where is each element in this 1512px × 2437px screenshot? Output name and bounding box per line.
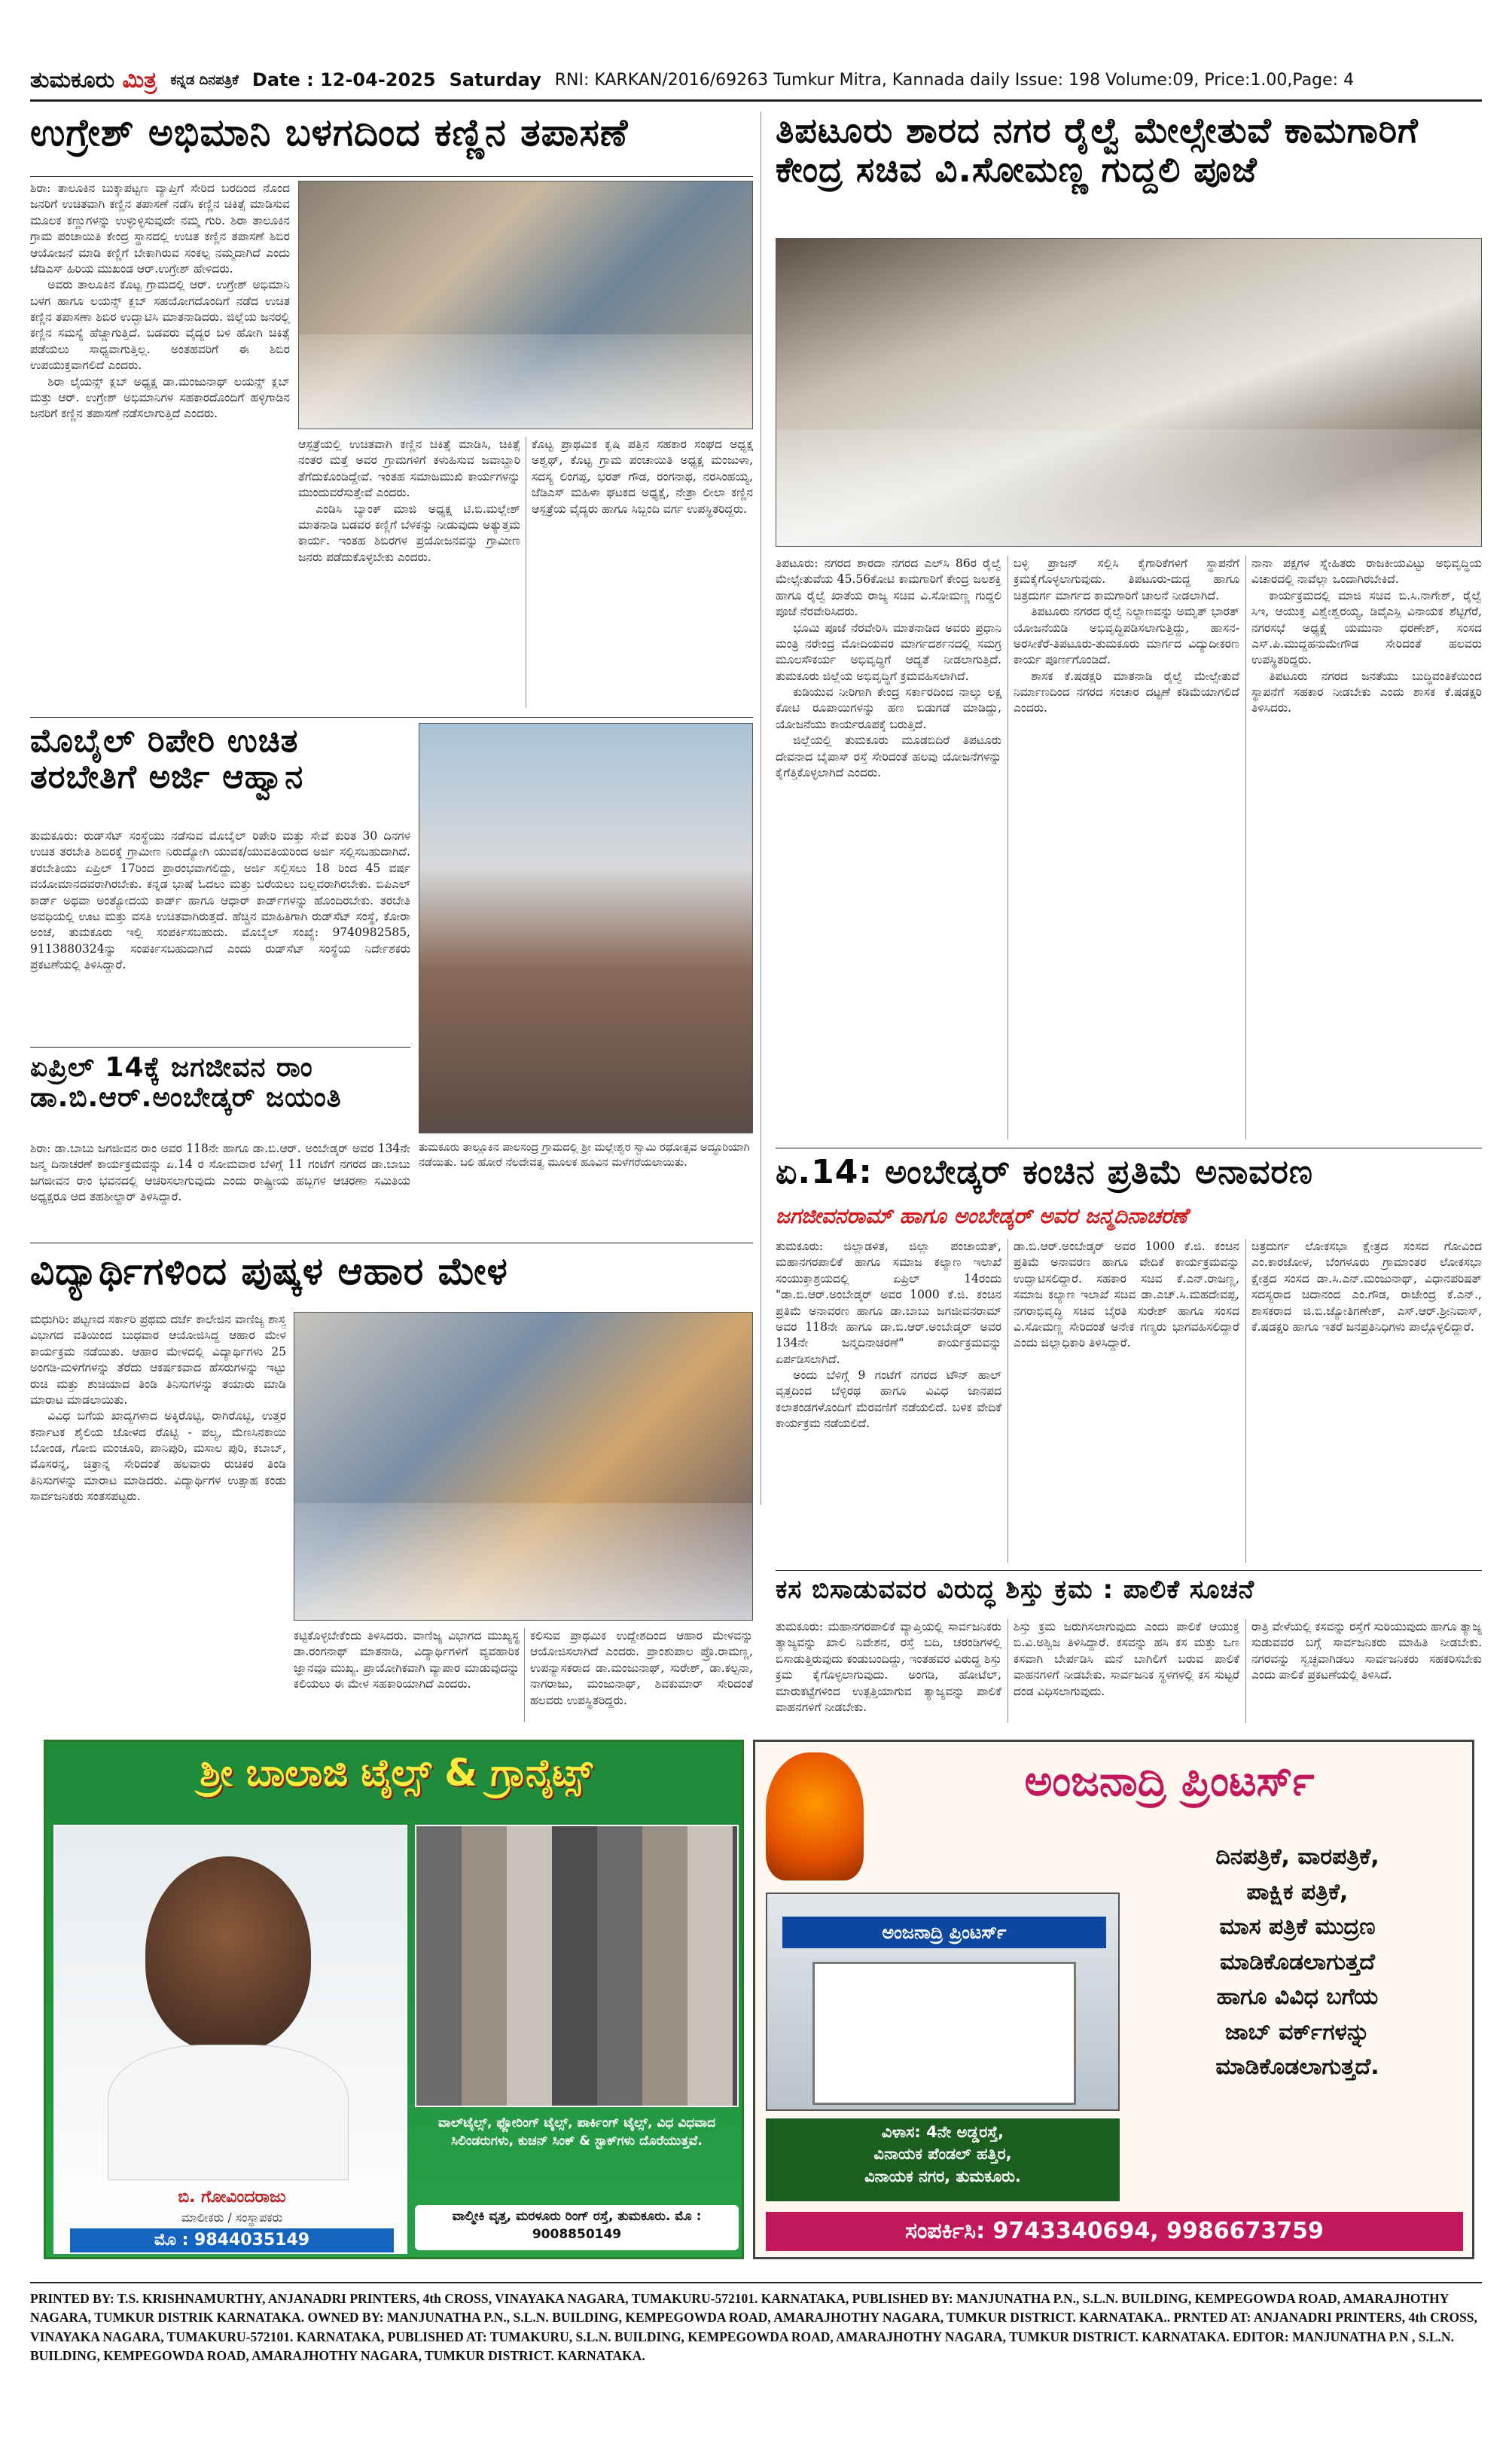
- railway-col1: ತಿಪಟೂರು: ನಗರದ ಶಾರದಾ ನಗರದ ಎಲ್‌ಸಿ 86ರ ರೈಲ್ವೆ ಮೇಲ್ಸೇತುವೆಯ 45.56ಕೋಟಿ ಕಾಮಗಾರಿಗೆ ಕೇಂದ್ರ ಜಲಶಕ್ತಿ ಹಾಗೂ ರೈಲ್ವೆ ಖಾತೆಯ ರಾಜ್ಯ ಸಚಿವ ವಿ.ಸೋಮಣ್ಣ ಗುದ್ದಲಿ ಪೂಜೆ ನೆರವೇರಿಸಿದರು. ಭೂಮಿ ಪೂಜೆ ನೆರವೇರಿಸಿ ಮಾತನಾಡಿದ ಅವರು ಪ್ರಧಾನಿ ಮಂತ್ರಿ ನರೇಂದ್ರ ಮೋದಿಯವರ ಮಾರ್ಗದರ್ಶನದಲ್ಲಿ ಸಮಗ್ರ ಮೂಲಸೌಕರ್ಯ ಅಭಿವೃದ್ಧಿಗೆ ಆದ್ಯತೆ ನೀಡಲಾಗುತ್ತಿದೆ. ತುಮಕೂರು ಜಿಲ್ಲೆಯ ಅಭಿವೃದ್ಧಿಗೆ ಕ್ರಮವಹಿಸಲಾಗಿದೆ. ಕುಡಿಯುವ ನೀರಿಗಾಗಿ ಕೇಂದ್ರ ಸರ್ಕಾರದಿಂದ ನಾಲ್ಕು ಲಕ್ಷ ಕೋಟಿ ರೂಪಾಯಿಗಳನ್ನು ಹಣ ಬಿಡುಗಡೆ ಮಾಡಿದ್ದು, ಯೋಜನೆಯು ಕಾರ್ಯರೂಪಕ್ಕೆ ಬರುತ್ತಿದೆ. ಜಿಲ್ಲೆಯಲ್ಲಿ ತುಮಕೂರು ಮೂಡಬಿದಿರೆ ತಿಪಟೂರು ದೇವನಾದ ಬೈಪಾಸ್ ರಸ್ತೆ ಸೇರಿದಂತೆ ಹಲವು ಯೋಜನೆಗಳನ್ನು ಕೈಗೆತ್ತಿಕೊಳ್ಳಲಾಗಿದೆ ಎಂದರು.: [776, 557, 1001, 779]
- food-fair-photo: [294, 1312, 753, 1621]
- eye-camp-col3: ಕೊಟ್ಟ ಪ್ರಾಥಮಿಕ ಕೃಷಿ ಪತ್ತಿನ ಸಹಕಾರ ಸಂಘದ ಅಧ್ಯಕ್ಷ ಅಶ್ವಥ್, ಕೊಟ್ಟ ಗ್ರಾಮ ಪಂಚಾಯಿತಿ ಅಧ್ಯಕ್ಷ ಮಂಜುಳಾ, ಸದಸ್ಯ ಲಿಂಗಪ್ಪ, ಭರತ್ ಗೌಡ, ರಂಗನಾಥ, ನರಸಿಂಹಯ್ಯ, ಜೆಡಿಎಸ್ ಮಹಿಳಾ ಘಟಕದ ಅಧ್ಯಕ್ಷೆ, ನೇತ್ರಾ ಲೀಲಾ ಕಣ್ಣಿನ ಆಸ್ಪತ್ರೆಯ ವೈದ್ಯರು ಹಾಗೂ ಸಿಬ್ಬಂದಿ ವರ್ಗ ಉಪಸ್ಥಿತರಿದ್ದರು.: [532, 438, 753, 516]
- balaji-ad-title: ಶ್ರೀ ಬಾಲಾಜಿ ಟೈಲ್ಸ್ & ಗ್ರಾನೈಟ್ಸ್: [200, 1751, 593, 1795]
- food-fair-headline: ವಿದ್ಯಾರ್ಥಿಗಳಿಂದ ಪುಷ್ಕಳ ಆಹಾರ ಮೇಳ: [30, 1249, 508, 1293]
- newspaper-logo: ತುಮಕೂರು ಮಿತ್ರ: [30, 66, 157, 93]
- issue-day: Saturday: [449, 69, 541, 90]
- logo-tagline: ಕನ್ನಡ ದಿನಪತ್ರಿಕೆ: [170, 72, 239, 88]
- waste-col3: ರಾತ್ರಿ ವೇಳೆಯಲ್ಲಿ ಕಸವನ್ನು ರಸ್ತೆಗೆ ಸುರಿಯುವುದು ಹಾಗೂ ತ್ಯಾಜ್ಯ ಸುಡುವವರ ಬಗ್ಗೆ ಸಾರ್ವಜನಿಕರು ಮಾಹಿತಿ ನೀಡಬೇಕು. ನಗರವನ್ನು ಸ್ವಚ್ಛವಾಗಿಡಲು ಸಾರ್ವಜನಿಕರು ಸಹಕರಿಸಬೇಕು ಎಂದು ಪಾಲಿಕೆ ಪ್ರಕಟಣೆಯಲ್ಲಿ ತಿಳಿಸಿದೆ.: [1251, 1620, 1482, 1682]
- jayanti-body: ಶಿರಾ: ಡಾ.ಬಾಬು ಜಗಜೀವನ ರಾಂ ಅವರ 118ನೇ ಹಾಗೂ ಡಾ.ಬಿ.ಆರ್. ಅಂಬೇಡ್ಕರ್ ಅವರ 134ನೇ ಜನ್ಮ ದಿನಾಚರಣೆ ಕಾರ್ಯಕ್ರಮವನ್ನು ಏ.14 ರ ಸೋಮವಾರ ಬೆಳಿಗ್ಗೆ 11 ಗಂಟೆಗೆ ನಗರದ ಡಾ.ಬಾಬು ಜಗಜೀವನ ರಾಂ ಭವನದಲ್ಲಿ ಆಚರಿಸಲಾಗುವುದು ಎಂದು ರಾಷ್ಟ್ರೀಯ ಹಬ್ಬಗಳ ಆಚರಣಾ ಸಮಿತಿಯ ಅಧ್ಯಕ್ಷರೂ ಆದ ತಹಶೀಲ್ದಾರ್ ತಿಳಿಸಿದ್ದಾರೆ.: [30, 1142, 410, 1204]
- food-fair-col1: ಮಧುಗಿರಿ: ಪಟ್ಟಣದ ಸರ್ಕಾರಿ ಪ್ರಥಮ ದರ್ಜೆ ಕಾಲೇಜಿನ ವಾಣಿಜ್ಯ ಶಾಸ್ತ್ರ ವಿಭಾಗದ ವತಿಯಿಂದ ಬುಧವಾರ ಆಯೋಜಿಸಿದ್ದ ಆಹಾರ ಮೇಳ ಕಾರ್ಯಕ್ರಮ ನಡೆಯಿತು. ಆಹಾರ ಮೇಳದಲ್ಲಿ ವಿದ್ಯಾರ್ಥಿಗಳು 25 ಅಂಗಡಿ-ಮಳಿಗೆಗಳನ್ನು ತೆರೆದು ಆಕರ್ಷಕವಾದ ಹೆಸರುಗಳನ್ನು ಇಟ್ಟು ರುಚಿ ಮತ್ತು ಶುಚಿಯಾದ ತಿಂಡಿ ತಿನಿಸುಗಳನ್ನು ತಯಾರು ಮಾಡಿ ಮಾರಾಟ ಮಾಡಲಾಯಿತು. ವಿವಿಧ ಬಗೆಯ ಖಾದ್ಯಗಳಾದ ಅಕ್ಕಿರೊಟ್ಟಿ, ರಾಗಿರೊಟ್ಟಿ, ಉತ್ತರ ಕರ್ನಾಟಕ ಶೈಲಿಯ ಜೋಳದ ರೊಟ್ಟಿ - ಪಲ್ಯ, ಮೆಣಸಿನಕಾಯಿ ಬೋಂಡ, ಗೋಬಿ ಮಂಚೂರಿ, ಪಾನಿಪುರಿ, ಮಸಾಲ ಪುರಿ, ಕಬಾಬ್, ಮೊಸರನ್ನ, ಚಿತ್ರಾನ್ನ ಸೇರಿದಂತೆ ಹಲವಾರು ರುಚಿಕರ ತಿಂಡಿ ತಿನಿಸುಗಳನ್ನು ಮಾರಾಟ ಮಾಡಿದರು. ವಿದ್ಯಾರ್ಥಿಗಳ ಉತ್ಸಾಹ ಕಂಡು ಸಾರ್ವಜನಿಕರು ಸಂತಸಪಟ್ಟರು.: [30, 1313, 286, 1504]
- divider: [1007, 1619, 1008, 1723]
- showroom-photo: [415, 1825, 739, 2107]
- divider: [1245, 1619, 1246, 1723]
- waste-headline: ಕಸ ಬಿಸಾಡುವವರ ವಿರುದ್ಧ ಶಿಸ್ತು ಕ್ರಮ : ಪಾಲಿಕೆ ಸೂಚನೆ: [776, 1575, 1255, 1605]
- masthead: [30, 65, 1482, 95]
- portrait-face: [145, 1856, 311, 2052]
- mobile-repair-headline: ಮೊಬೈಲ್ ರಿಪೇರಿ ಉಚಿತ ತರಬೇತಿಗೆ ಅರ್ಜಿ ಆಹ್ವಾನ: [30, 722, 304, 797]
- issue-date: Date : 12-04-2025: [251, 69, 436, 90]
- ambedkar-subhead: ಜಗಜೀವನರಾಮ್ ಹಾಗೂ ಅಂಬೇಡ್ಕರ್ ಅವರ ಜನ್ಮದಿನಾಚರಣೆ: [776, 1203, 1187, 1228]
- shop-sign: ಅಂಜನಾದ್ರಿ ಪ್ರಿಂಟರ್ಸ್: [782, 1917, 1106, 1948]
- imprint-line: PRINTED BY: T.S. KRISHNAMURTHY, ANJANADRI PRINTERS, 4th CROSS, VINAYAKA NAGARA, TUMAKURU-572101. KARNATAKA, PUBLISHED BY: MANJUNATHA P.N., S.L.N. BUILDING, KEMPEGOWDA ROAD, AMARAJHOTHY NAGARA, TUMKUR DISTRIK KARNATAKA. OWNED BY: MANJUNATHA P.N., S.L.N. BUILDING, KEMPEGOWDA ROAD, AMARAJHOTHY NAGARA, TUMKUR DISTRICT. KARNATAKA.. PRNTED AT: ANJANADRI PRINTERS, 4th CROSS, VINAYAKA NAGARA, TUMAKURU-572101. KARNATAKA, PUBLISHED AT: TUMAKURU, S.L.N. BUILDING, KEMPEGOWDA ROAD, AMARAJHOTHY NAGARA, TUMKUR DISTRICT. KARNATAKA. EDITOR: MANJUNATHA P.N , S.L.N. BUILDING, KEMPEGOWDA ROAD, AMARAJHOTHY NAGARA, TUMKUR DISTRICT. KARNATAKA.: [30, 2291, 1477, 2364]
- divider: [30, 717, 753, 718]
- divider: [30, 176, 753, 177]
- eye-camp-col1: ಶಿರಾ: ತಾಲೂಕಿನ ಬುಕ್ಕಾಪಟ್ಟಣ ವ್ಯಾಪ್ತಿಗೆ ಸೇರಿದ ಬರದಿಂದ ನೊಂದ ಜನರಿಗೆ ಉಚಿತವಾಗಿ ಕಣ್ಣಿನ ತಪಾಸಣೆ ನಡೆಸಿ ಕಣ್ಣಿನ ಚಿಕಿತ್ಸೆ ಮಾಡಿಸುವ ಮೂಲಕ ಕಣ್ಣುಗಳನ್ನು ಉಳ್ಳುಳ್ಳಿಸುವುದೇ ನಮ್ಮ ಗುರಿ. ಶಿರಾ ತಾಲೂಕಿನ ಗ್ರಾಮ ಪಂಚಾಯಿತಿ ಕೇಂದ್ರ ಸ್ಥಾನದಲ್ಲಿ ಉಚಿತ ಕಣ್ಣಿನ ತಪಾಸಣೆ ಶಿಬಿರ ಆಯೋಜನೆ ಮಾಡಿ ಕಣ್ಣಿಗೆ ಬೇಕಾಗಿರುವ ಸಂಕಲ್ಪ ನಮ್ಮದಾಗಿದೆ ಎಂದು ಜೆಡಿಎಸ್ ಹಿರಿಯ ಮುಖಂಡ ಆರ್.ಉಗ್ರೇಶ್ ಹೇಳಿದರು. ಅವರು ತಾಲೂಕಿನ ಕೊಟ್ಟ ಗ್ರಾಮದಲ್ಲಿ ಆರ್. ಉಗ್ರೇಶ್ ಅಭಿಮಾನಿ ಬಳಗ ಹಾಗೂ ಲಯನ್ಸ್ ಕ್ಲಬ್ ಸಹಯೋಗದೊಂದಿಗೆ ನಡೆದ ಉಚಿತ ಕಣ್ಣಿನ ತಪಾಸಣಾ ಶಿಬಿರ ಉದ್ಘಾಟಿಸಿ ಮಾತನಾಡಿದರು. ಜಿಲ್ಲೆಯ ಜನರಲ್ಲಿ ಕಣ್ಣಿನ ಸಮಸ್ಯೆ ಹೆಚ್ಚಾಗುತ್ತಿದೆ. ಬಡವರು ವೈದ್ಯರ ಬಳಿ ಹೋಗಿ ಚಿಕಿತ್ಸೆ ಪಡೆಯಲು ಸಾಧ್ಯವಾಗುತ್ತಿಲ್ಲ. ಅಂತಹವರಿಗೆ ಈ ಶಿಬಿರ ಉಪಯುಕ್ತವಾಗಲಿದೆ ಎಂದರು. ಶಿರಾ ಲೈಯನ್ಸ್ ಕ್ಲಬ್ ಅಧ್ಯಕ್ಷ ಡಾ.ಮಂಜುನಾಥ್ ಲಯನ್ಸ್ ಕ್ಲಬ್ ಮತ್ತು ಆರ್. ಉಗ್ರೇಶ್ ಅಭಿಮಾನಿಗಳ ಸಹಕಾರದೊಂದಿಗೆ ಹಳ್ಳಿಗಾಡಿನ ಜನರಿಗೆ ಕಣ್ಣಿನ ತಪಾಸಣೆ ನಡೆಸಲಾಗುತ್ತಿದೆ ಎಂದರು.: [30, 181, 290, 421]
- issue-details: RNI: KARKAN/2016/69263 Tumkur Mitra, Kannada daily Issue: 198 Volume:09, Price:1.00,Page: 4: [554, 70, 1355, 90]
- eye-camp-headline: ಉಗ್ರೇಶ್ ಅಭಿಮಾನಿ ಬಳಗದಿಂದ ಕಣ್ಣಿನ ತಪಾಸಣೆ: [30, 111, 629, 154]
- owner-phone: ಮೊ : 9844035149: [70, 2228, 394, 2252]
- waste-col2: ಶಿಸ್ತು ಕ್ರಮ ಜರುಗಿಸಲಾಗುವುದು ಎಂದು ಪಾಲಿಕೆ ಆಯುಕ್ತ ಬಿ.ವಿ.ಅಶ್ವಿಜ ತಿಳಿಸಿದ್ದಾರೆ. ಕಸವನ್ನು ಹಸಿ ಕಸ ಮತ್ತು ಒಣ ಕಸವಾಗಿ ಬೇರ್ಪಡಿಸಿ ಮನೆ ಬಾಗಿಲಿಗೆ ಬರುವ ಪಾಲಿಕೆ ವಾಹನಗಳಿಗೆ ನೀಡಬೇಕು. ಸಾರ್ವಜನಿಕ ಸ್ಥಳಗಳಲ್ಲಿ ಕಸ ಸುಟ್ಟರೆ ದಂಡ ವಿಧಿಸಲಾಗುವುದು.: [1014, 1620, 1239, 1698]
- owner-name: ಬಿ. ಗೋವಿಂದರಾಜು: [178, 2188, 286, 2207]
- divider: [524, 1628, 525, 1722]
- anjanadri-contact: ಸಂಪರ್ಕಿಸಿ: 9743340694, 9986673759: [766, 2212, 1463, 2251]
- mobile-repair-body: ತುಮಕೂರು: ರುಡ್‌ಸೆಟ್ ಸಂಸ್ಥೆಯು ನಡೆಸುವ ಮೊಬೈಲ್ ರಿಪೇರಿ ಮತ್ತು ಸೇವೆ ಕುರಿತ 30 ದಿನಗಳ ಉಚಿತ ತರಬೇತಿ ಶಿಬಿರಕ್ಕೆ ಗ್ರಾಮೀಣ ನಿರುದ್ಯೋಗಿ ಯುವಕ/ಯುವತಿಯರಿಂದ ಅರ್ಜಿ ಸಲ್ಲಿಸಬಹುದಾಗಿದೆ. ತರಬೇತಿಯು ಏಪ್ರಿಲ್ 17ರಿಂದ ಪ್ರಾರಂಭವಾಗಲಿದ್ದು, ಅರ್ಜಿ ಸಲ್ಲಿಸಲು 18 ರಿಂದ 45 ವರ್ಷ ವಯೋಮಾನದವರಾಗಿರಬೇಕು. ಕನ್ನಡ ಭಾಷೆ ಓದಲು ಮತ್ತು ಬರೆಯಲು ಬಲ್ಲವರಾಗಿರಬೇಕು. ಬಿಪಿಎಲ್ ಕಾರ್ಡ್ ಅಥವಾ ಅಂತ್ಯೋದಯ ಕಾರ್ಡ್ ಹಾಗೂ ಆಧಾರ್ ಕಾರ್ಡ್‌ಗಳನ್ನು ಹೊಂದಿರಬೇಕು. ತರಬೇತಿ ಅವಧಿಯಲ್ಲಿ ಊಟ ಮತ್ತು ವಸತಿ ಉಚಿತವಾಗಿರುತ್ತದೆ. ಹೆಚ್ಚಿನ ಮಾಹಿತಿಗಾಗಿ ರುಡ್‌ಸೆಟ್ ಸಂಸ್ಥೆ, ಕೋರಾ ಅಂಚೆ, ತುಮಕೂರು ಇಲ್ಲಿ ಸಂಪರ್ಕಿಸಬಹುದು. ಮೊಬೈಲ್ ಸಂಖ್ಯೆ: 9740982585, 9113880324ನ್ನು ಸಂಪರ್ಕಿಸಬಹುದಾಗಿದೆ ಎಂದು ರುಡ್‌ಸೆಟ್ ಸಂಸ್ಥೆಯ ನಿರ್ದೇಶಕರು ಪ್ರಕಟಣೆಯಲ್ಲಿ ತಿಳಿಸಿದ್ದಾರೆ.: [30, 829, 410, 971]
- ambedkar-col3: ಚಿತ್ರದುರ್ಗ ಲೋಕಸಭಾ ಕ್ಷೇತ್ರದ ಸಂಸದ ಗೋವಿಂದ ಎಂ.ಕಾರಜೋಳ, ಬೆಂಗಳೂರು ಗ್ರಾಮಾಂತರ ಲೋಕಸಭಾ ಕ್ಷೇತ್ರದ ಸಂಸದ ಡಾ.ಸಿ.ಎನ್.ಮಂಜುನಾಥ್, ವಿಧಾನಪರಿಷತ್ ಸದಸ್ಯರಾದ ಚಿದಾನಂದ ಎಂ.ಗೌಡ, ರಾಜೇಂದ್ರ ಕೆ.ಎನ್., ಶಾಸಕರಾದ ಜಿ.ಬಿ.ಜ್ಯೋತಿಗಣೇಶ್, ಎಸ್.ಆರ್.ಶ್ರೀನಿವಾಸ್, ಕೆ.ಷಡಕ್ಷರಿ ಹಾಗೂ ಇತರೆ ಜನಪ್ರತಿನಿಧಿಗಳು ಪಾಲ್ಗೊಳ್ಳಲಿದ್ದಾರೆ.: [1251, 1240, 1482, 1334]
- masthead-rule: [30, 99, 1482, 102]
- food-fair-col2: ಕಟ್ಟಿಕೊಳ್ಳಬೇಕೆಂದು ತಿಳಿಸಿದರು. ವಾಣಿಜ್ಯ ವಿಭಾಗದ ಮುಖ್ಯಸ್ಥ ಡಾ.ರಂಗನಾಥ್ ಮಾತನಾಡಿ, ವಿದ್ಯಾರ್ಥಿಗಳಿಗೆ ವ್ಯವಹಾರಿಕ ಜ್ಞಾನವೂ ಮುಖ್ಯ. ಪ್ರಾಯೋಗಿಕವಾಗಿ ವ್ಯಾಪಾರ ಮಾಡುವುದನ್ನು ಕಲಿಯಲು ಈ ಮೇಳ ಸಹಕಾರಿಯಾಗಿದೆ ಎಂದರು.: [294, 1629, 520, 1691]
- chariot-festival-photo: [419, 723, 753, 1133]
- chariot-festival-caption: ತುಮಕೂರು ತಾಲ್ಲೂಕಿನ ಪಾಲಸಂದ್ರ ಗ್ರಾಮದಲ್ಲಿ ಶ್ರೀ ಮಲ್ಲೇಶ್ವರ ಸ್ವಾಮಿ ರಥೋತ್ಸವ ಅದ್ಧೂರಿಯಾಗಿ ನಡೆಯಿತು. ಬಲಿ ಹೋರೆ ನೆಲದೇವತ್ವ ಮೂಲಕ ಹೂವಿನ ಮಳೆಗರೆಯಲಾಯಿತು.: [419, 1142, 750, 1169]
- footer-rule: [30, 2282, 1482, 2283]
- eye-camp-col2: ಆಸ್ಪತ್ರೆಯಲ್ಲಿ ಉಚಿತವಾಗಿ ಕಣ್ಣಿನ ಚಿಕಿತ್ಸೆ ಮಾಡಿಸಿ, ಚಿಕಿತ್ಸೆ ನಂತರ ಮತ್ತೆ ಅವರ ಗ್ರಾಮಗಳಿಗೆ ಕಳುಹಿಸುವ ಜವಾಬ್ದಾರಿ ತೆಗೆದುಕೊಂಡಿದ್ದೇವೆ. ಇಂತಹ ಸಮಾಜಮುಖಿ ಕಾರ್ಯಗಳನ್ನು ಮುಂದುವರೆಸುತ್ತೇವೆ ಎಂದರು. ಎಂಡಿಸಿ ಬ್ಯಾಂಕ್ ಮಾಜಿ ಅಧ್ಯಕ್ಷ ಟಿ.ಬಿ.ಮಲ್ಲೇಶ್ ಮಾತನಾಡಿ ಬಡವರ ಕಣ್ಣಿಗೆ ಬೆಳಕನ್ನು ನೀಡುವುದು ಅತ್ಯುತ್ತಮ ಕಾರ್ಯ. ಇಂತಹ ಶಿಬಿರಗಳ ಪ್ರಯೋಜನವನ್ನು ಗ್ರಾಮೀಣ ಜನರು ಪಡೆದುಕೊಳ್ಳಬೇಕು ಎಂದರು.: [298, 438, 520, 564]
- anjanadri-ad-title: ಅಂಜನಾದ್ರಿ ಪ್ರಿಂಟರ್ಸ್: [1024, 1757, 1315, 1806]
- railway-headline: ತಿಪಟೂರು ಶಾರದ ನಗರ ರೈಲ್ವೆ ಮೇಲ್ಸೇತುವೆ ಕಾಮಗಾರಿಗೆ ಕೇಂದ್ರ ಸಚಿವ ವಿ.ಸೋಮಣ್ಣ ಗುದ್ದಲಿ ಪೂಜೆ: [776, 110, 1419, 190]
- balaji-services: ವಾಲ್‌ಟೈಲ್ಸ್, ಫ್ಲೋರಿಂಗ್ ಟೈಲ್ಸ್, ಪಾರ್ಕಿಂಗ್ ಟೈಲ್ಸ್, ವಿಧ ವಿಧವಾದ ಸಿಲಿಂಡರುಗಳು, ಕುಚನ್ ಸಿಂಕ್ & ಸ್ಟಾಕ್‌ಗಳು ದೊರೆಯುತ್ತವೆ.: [437, 2115, 716, 2149]
- food-fair-col3: ಕಲಿಸುವ ಪ್ರಾಥಮಿಕ ಉದ್ದೇಶದಿಂದ ಆಹಾರ ಮೇಳವನ್ನು ಆಯೋಜಿಸಲಾಗಿದೆ ಎಂದರು. ಪ್ರಾಂಶುಪಾಲ ಪ್ರೊ.ರಾಮಣ್ಣ, ಉಪನ್ಯಾಸಕರಾದ ಡಾ.ಮಂಜುನಾಥ್, ಸುರೇಶ್, ಡಾ.ಕಲ್ಪನಾ, ನಾಗರಾಜು, ಮಂಜುನಾಥ್, ಶಿವಕುಮಾರ್ ಸೇರಿದಂತೆ ಹಲವರು ಉಪಸ್ಥಿತರಿದ್ದರು.: [530, 1629, 753, 1707]
- divider: [776, 1570, 1482, 1571]
- ambedkar-col2: ಡಾ.ಬಿ.ಆರ್.ಅಂಬೇಡ್ಕರ್ ಅವರ 1000 ಕೆ.ಜಿ. ಕಂಚಿನ ಪ್ರತಿಮೆ ಅನಾವರಣ ಹಾಗೂ ವೇದಿಕೆ ಕಾರ್ಯಕ್ರಮವನ್ನು ಉದ್ಘಾಟಿಸಲಿದ್ದಾರೆ. ಸಹಕಾರ ಸಚಿವ ಕೆ.ಎನ್.ರಾಜಣ್ಣ, ಸಮಾಜ ಕಲ್ಯಾಣ ಇಲಾಖೆ ಸಚಿವ ಡಾ.ಎಚ್.ಸಿ.ಮಹದೇವಪ್ಪ, ನಗರಾಭಿವೃದ್ಧಿ ಸಚಿವ ಬೈರತಿ ಸುರೇಶ್ ಹಾಗೂ ಸಂಸದ ವಿ.ಸೋಮಣ್ಣ ಸೇರಿದಂತೆ ಅನೇಕ ಗಣ್ಯರು ಭಾಗವಹಿಸಲಿದ್ದಾರೆ ಎಂದು ಜಿಲ್ಲಾಧಿಕಾರಿ ತಿಳಿಸಿದ್ದಾರೆ.: [1014, 1240, 1239, 1350]
- anjanadri-services: ದಿನಪತ್ರಿಕೆ, ವಾರಪತ್ರಿಕೆ, ಪಾಕ್ಷಿಕ ಪತ್ರಿಕೆ, ಮಾಸ ಪತ್ರಿಕೆ ಮುದ್ರಣ ಮಾಡಿಕೊಡಲಾಗುತ್ತದೆ ಹಾಗೂ ವಿವಿಧ ಬಗೆಯ ಜಾಬ್ ವರ್ಕ್‌ಗಳನ್ನು ಮಾಡಿಕೊಡಲಾಗುತ್ತದೆ.: [1215, 1844, 1379, 2080]
- divider: [1007, 556, 1008, 1139]
- divider: [1245, 1239, 1246, 1563]
- jayanti-headline: ಏಪ್ರಿಲ್ 14ಕ್ಕೆ ಜಗಜೀವನ ರಾಂ ಡಾ.ಬಿ.ಆರ್.ಅಂಬೇಡ್ಕರ್ ಜಯಂತಿ: [30, 1052, 342, 1114]
- divider: [30, 1047, 410, 1048]
- railway-photo: [776, 238, 1482, 547]
- divider: [1245, 556, 1246, 1139]
- owner-role: ಮಾಲೀಕರು / ಸಂಸ್ಥಾಪಕರು: [181, 2210, 283, 2225]
- hanuman-emblem: [766, 1752, 864, 1880]
- portrait-shirt: [108, 2045, 349, 2180]
- anjanadri-address: ವಿಳಾಸ: 4ನೇ ಅಡ್ಡರಸ್ತೆ, ವಿನಾಯಕ ಪೆಂಡಲ್ ಹತ್ತಿರ, ವಿನಾಯಕ ನಗರ, ತುಮಕೂರು.: [766, 2118, 1120, 2201]
- balaji-tiles-ad: [44, 1740, 744, 2259]
- balaji-address: ವಾಲ್ಮೀಕಿ ವೃತ್ತ, ಮರಳೂರು ರಿಂಗ್ ರಸ್ತೆ, ತುಮಕೂರು. ಮೊ : 9008850149: [415, 2205, 739, 2250]
- waste-col1: ತುಮಕೂರು: ಮಹಾನಗರಪಾಲಿಕೆ ವ್ಯಾಪ್ತಿಯಲ್ಲಿ ಸಾರ್ವಜನಿಕರು ತ್ಯಾಜ್ಯವನ್ನು ಖಾಲಿ ನಿವೇಶನ, ರಸ್ತೆ ಬದಿ, ಚರಂಡಿಗಳಲ್ಲಿ ಬಿಸಾಡುತ್ತಿರುವುದು ಕಂಡುಬಂದಿದ್ದು, ಇಂತಹವರ ವಿರುದ್ಧ ಶಿಸ್ತು ಕ್ರಮ ಕೈಗೊಳ್ಳಲಾಗುವುದು. ಅಂಗಡಿ, ಹೋಟೆಲ್, ಮಾರುಕಟ್ಟೆಗಳಿಂದ ಉತ್ಪತ್ತಿಯಾಗುವ ತ್ಯಾಜ್ಯವನ್ನು ಪಾಲಿಕೆ ವಾಹನಗಳಿಗೆ ನೀಡಬೇಕು.: [776, 1620, 1001, 1714]
- ambedkar-headline: ಏ.14: ಅಂಬೇಡ್ಕರ್ ಕಂಚಿನ ಪ್ರತಿಮೆ ಅನಾವರಣ: [776, 1153, 1314, 1191]
- owner-portrait: [53, 1825, 407, 2254]
- divider: [1007, 1239, 1008, 1563]
- eye-camp-photo: [298, 181, 753, 429]
- railway-col2: ಬಳ್ಳಿ ಪ್ರಾಜನ್ ಸಲ್ಲಿಸಿ ಕೈಗಾರಿಕೆಗಳಿಗೆ ಸ್ಥಾಪನೆಗೆ ಕ್ರಮಕೈಗೊಳ್ಳಲಾಗುವುದು. ತಿಪಟೂರು-ದುದ್ದ ಹಾಗೂ ಚಿತ್ರದುರ್ಗ ಮಾರ್ಗದ ಕಾಮಗಾರಿಗೆ ಚಾಲನೆ ನೀಡಲಾಗಿದೆ. ತಿಪಟೂರು ನಗರದ ರೈಲ್ವೆ ನಿಲ್ದಾಣವನ್ನು ಅಮೃತ್ ಭಾರತ್ ಯೋಜನೆಯಡಿ ಅಭಿವೃದ್ಧಿಪಡಿಸಲಾಗುತ್ತಿದ್ದು, ಹಾಸನ-ಅರಸೀಕೆರೆ-ತಿಪಟೂರು-ತುಮಕೂರು ಮಾರ್ಗದ ವಿದ್ಯುದೀಕರಣ ಕಾರ್ಯ ಪೂರ್ಣಗೊಂಡಿದೆ. ಶಾಸಕ ಕೆ.ಷಡಕ್ಷರಿ ಮಾತನಾಡಿ ರೈಲ್ವೆ ಮೇಲ್ಸೇತುವೆ ನಿರ್ಮಾಣದಿಂದ ನಗರದ ಸಂಚಾರ ದಟ್ಟಣೆ ಕಡಿಮೆಯಾಗಲಿದೆ ಎಂದರು.: [1014, 557, 1239, 715]
- ambedkar-col1: ತುಮಕೂರು: ಜಿಲ್ಲಾಡಳಿತ, ಜಿಲ್ಲಾ ಪಂಚಾಯತ್, ಮಹಾನಗರಪಾಲಿಕೆ ಹಾಗೂ ಸಮಾಜ ಕಲ್ಯಾಣ ಇಲಾಖೆ ಸಂಯುಕ್ತಾಶ್ರಯದಲ್ಲಿ ಏಪ್ರಿಲ್ 14ರಂದು "ಡಾ.ಬಿ.ಆರ್.ಅಂಬೇಡ್ಕರ್ ಅವರ 1000 ಕೆ.ಜಿ. ಕಂಚಿನ ಪ್ರತಿಮೆ ಅನಾವರಣ ಹಾಗೂ ಡಾ.ಬಾಬು ಜಗಜೀವನರಾಮ್ ಅವರ 118ನೇ ಹಾಗೂ ಡಾ.ಬಿ.ಆರ್.ಅಂಬೇಡ್ಕರ್ ಅವರ 134ನೇ ಜನ್ಮದಿನಾಚರಣೆ" ಕಾರ್ಯಕ್ರಮವನ್ನು ಏರ್ಪಡಿಸಲಾಗಿದೆ. ಅಂದು ಬೆಳಿಗ್ಗೆ 9 ಗಂಟೆಗೆ ನಗರದ ಟೌನ್ ಹಾಲ್ ವೃತ್ತದಿಂದ ಬೆಳ್ಳಿರಥ ಹಾಗೂ ವಿವಿಧ ಜಾನಪದ ಕಲಾತಂಡಗಳೊಂದಿಗೆ ಮೆರವಣಿಗೆ ನಡೆಯಲಿದೆ. ಬಳಿಕ ವೇದಿಕೆ ಕಾರ್ಯಕ್ರಮ ನಡೆಯಲಿದೆ.: [776, 1240, 1001, 1431]
- shop-door: [812, 1962, 1076, 2105]
- printing-shop-photo: [766, 1893, 1120, 2111]
- anjanadri-printers-ad: [753, 1740, 1474, 2259]
- railway-col3: ನಾನಾ ಪಕ್ಷಗಳ ಸ್ನೇಹಿತರು ರಾಜಕೀಯವಿಟ್ಟು ಅಭಿವೃದ್ಧಿಯ ವಿಚಾರದಲ್ಲಿ ನಾವೆಲ್ಲಾ ಒಂದಾಗಿರಬೇಕಿದೆ. ಕಾರ್ಯಕ್ರಮದಲ್ಲಿ ಮಾಜಿ ಸಚಿವ ಬಿ.ಸಿ.ನಾಗೇಶ್, ರೈಲ್ವೆ ಸಿಇ, ಆಯುಕ್ತ ವಿಶ್ವೇಶ್ವರಯ್ಯ, ಡಿವೈಎಸ್ಪಿ ವಿನಾಯಕ ಶೆಟ್ಟಿಗೆರೆ, ನಗರಸಭೆ ಅಧ್ಯಕ್ಷೆ ಯಮುನಾ ಧರಣೇಶ್, ಸಂಸದ ಎಸ್.ಪಿ.ಮುದ್ದಹನುಮೇಗೌಡ ಸೇರಿದಂತೆ ಹಲವರು ಉಪಸ್ಥಿತರಿದ್ದರು. ತಿಪಟೂರು ನಗರದ ಜನತೆಯು ಬುದ್ಧಿವಂತಿಕೆಯಿಂದ ಸ್ಥಾಪನೆಗೆ ಸಹಕಾರ ನೀಡಬೇಕು ಎಂದು ಶಾಸಕ ಕೆ.ಷಡಕ್ಷರಿ ತಿಳಿಸಿದರು.: [1251, 557, 1482, 715]
